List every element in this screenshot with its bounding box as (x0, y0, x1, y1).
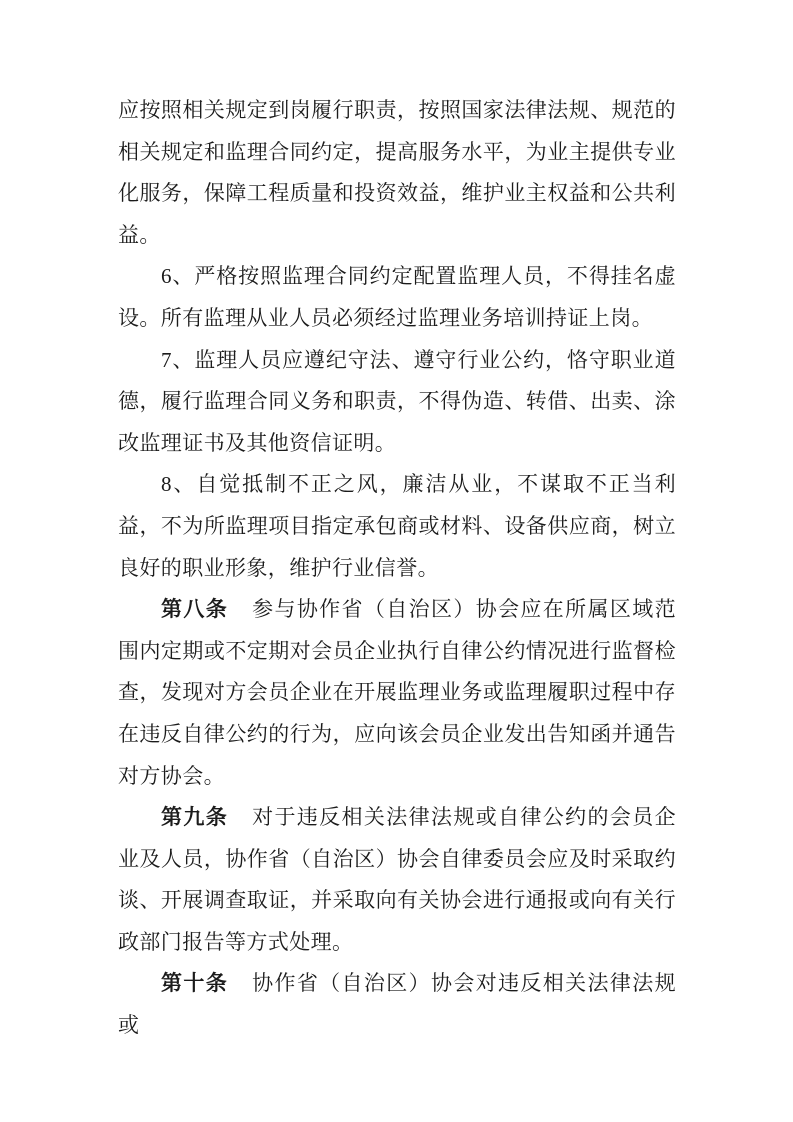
paragraph-text: 协作省（自治区）协会对违反相关法律法规或 (118, 971, 676, 1038)
paragraph (118, 963, 676, 1046)
paragraph-text: 6、严格按照监理合同约定配置监理人员，不得挂名虚设。所有监理从业人员必须经过监理业务培训持证上岗。 (118, 264, 676, 330)
paragraph-text: 7、监理人员应遵纪守法、遵守行业公约，恪守职业道德，履行监理合同义务和职责，不得伪造、转借、出卖、涂改监理证书及其他资信证明。 (118, 347, 676, 455)
paragraph (118, 464, 676, 589)
paragraph (118, 340, 676, 465)
paragraph-text: 应按照相关规定到岗履行职责，按照国家法律法规、规范的相关规定和监理合同约定，提高服务水平，为业主提供专业化服务，保障工程质量和投资效益，维护业主权益和公共利益。 (118, 98, 676, 247)
paragraph (118, 797, 676, 963)
paragraph-text: 8、自觉抵制不正之风，廉洁从业，不谋取不正当利益，不为所监理项目指定承包商或材料、设备供应商，树立良好的职业形象，维护行业信誉。 (118, 472, 676, 580)
paragraph-text: 参与协作省（自治区）协会应在所属区域范围内定期或不定期对会员企业执行自律公约情况进行监督检查，发现对方会员企业在开展监理业务或监理履职过程中存在违反自律公约的行为，应向该会员企业发出告知函并通告对方协会。 (118, 597, 676, 788)
article-number: 第八条 (161, 597, 229, 622)
paragraph (118, 90, 676, 256)
paragraph (118, 256, 676, 339)
paragraph-text: 对于违反相关法律法规或自律公约的会员企业及人员，协作省（自治区）协会自律委员会应及时采取约谈、开展调查取证，并采取向有关协会进行通报或向有关行政部门报告等方式处理。 (118, 805, 676, 954)
article-number: 第九条 (161, 805, 229, 830)
article-number: 第十条 (161, 971, 229, 996)
document-text (118, 90, 676, 1047)
paragraph (118, 589, 676, 797)
